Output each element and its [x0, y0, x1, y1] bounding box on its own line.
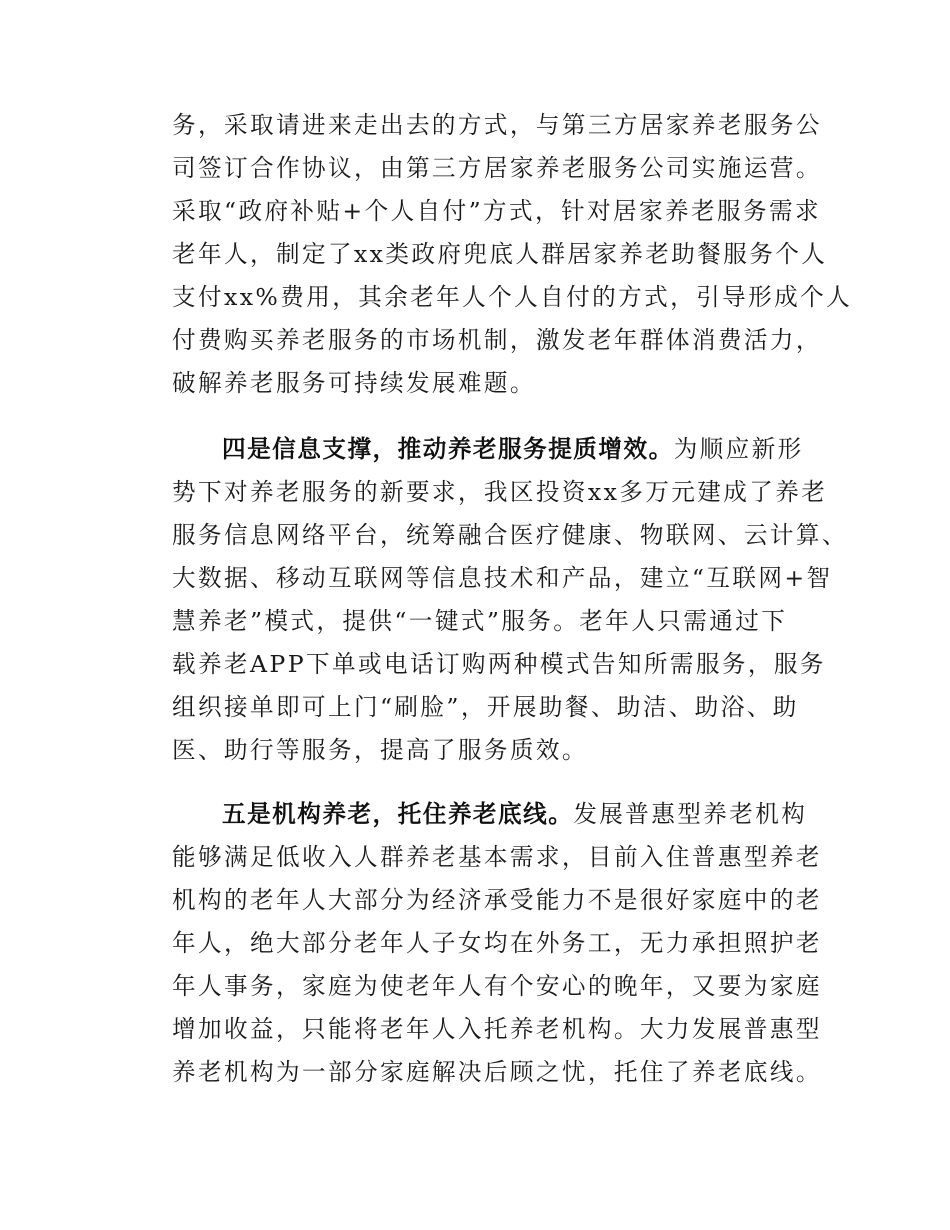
text-line: 采取“政府补贴+个人自付”方式，针对居家养老服务需求 — [172, 197, 821, 225]
paragraph-text: 发展普惠型养老机构 — [573, 800, 808, 828]
text-line: 医、助行等服务，提高了服务质效。 — [172, 736, 588, 764]
paragraph-heading: 五是机构养老，托住养老底线。 — [222, 800, 574, 828]
paragraph-heading: 四是信息支撑，推动养老服务提质增效。 — [222, 435, 674, 463]
paragraph-institutional-care — [172, 793, 822, 1094]
paragraph-first-line — [172, 428, 804, 471]
paragraph-information-support — [172, 428, 848, 772]
text-line: 支付xx%费用，其余老年人个人自付的方式，引导形成个人 — [172, 283, 853, 311]
paragraph-first-line — [172, 793, 808, 836]
paragraph-text: 为顺应新形 — [673, 435, 804, 463]
text-line: 机构的老年人大部分为经济承受能力不是很好家庭中的老 — [172, 886, 822, 914]
paragraph-continued — [172, 104, 853, 405]
text-line: 务，采取请进来走出去的方式，与第三方居家养老服务公 — [172, 111, 822, 139]
text-line: 增加收益，只能将老年人入托养老机构。大力发展普惠型 — [172, 1015, 822, 1043]
text-line: 载养老APP下单或电话订购两种模式告知所需服务，服务 — [172, 650, 826, 678]
text-line: 年人事务，家庭为使老年人有个安心的晚年，又要为家庭 — [172, 972, 822, 1000]
text-line: 司签订合作协议，由第三方居家养老服务公司实施运营。 — [172, 154, 822, 182]
text-line: 老年人，制定了xx类政府兜底人群居家养老助餐服务个人 — [172, 240, 828, 268]
document-body — [172, 104, 853, 1094]
text-line: 组织接单即可上门“刷脸”，开展助餐、助洁、助浴、助 — [172, 693, 799, 721]
text-line: 破解养老服务可持续发展难题。 — [172, 369, 536, 397]
text-line: 付费购买养老服务的市场机制，激发老年群体消费活力， — [172, 326, 822, 354]
text-line: 养老机构为一部分家庭解决后顾之忧，托住了养老底线。 — [172, 1058, 822, 1086]
text-line: 慧养老”模式，提供“一键式”服务。老年人只需通过下 — [172, 607, 788, 635]
text-line: 年人，绝大部分老年人子女均在外务工，无力承担照护老 — [172, 929, 822, 957]
text-line: 服务信息网络平台，统筹融合医疗健康、物联网、云计算、 — [172, 521, 848, 549]
text-line: 势下对养老服务的新要求，我区投资xx多万元建成了养老 — [172, 478, 828, 506]
text-line: 能够满足低收入人群养老基本需求，目前入住普惠型养老 — [172, 843, 822, 871]
text-line: 大数据、移动互联网等信息技术和产品，建立“互联网+智 — [172, 564, 833, 592]
